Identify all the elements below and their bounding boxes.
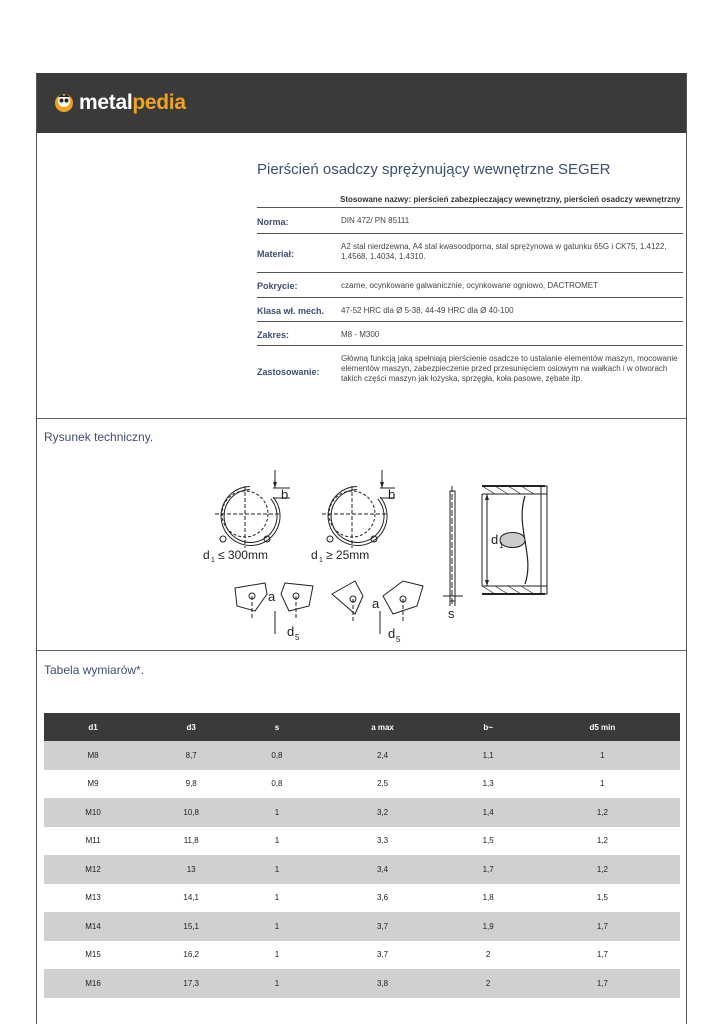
- table-cell: 3,6: [376, 893, 389, 903]
- table-cell: 1: [240, 912, 313, 941]
- table-cell: 1: [274, 836, 280, 846]
- dim-a-label: a: [268, 589, 276, 604]
- table-cell: 9,8: [185, 779, 197, 789]
- dim-d1-label-2: d: [311, 548, 318, 562]
- table-cell: 2,4: [314, 741, 452, 770]
- lug-detail-right: [332, 581, 423, 644]
- dimensions-table: [44, 713, 680, 998]
- alternative-names: Stosowane nazwy: pierścień zabezpieczający wewnętrzny, pierścień osadczy wewnętrzny: [340, 195, 681, 204]
- table-cell: 1: [240, 798, 313, 827]
- table-cell: 1,5: [482, 836, 494, 846]
- property-key: Zastosowanie:: [257, 366, 320, 377]
- table-cell: 1,1: [451, 741, 524, 770]
- mascot-icon: [53, 92, 75, 114]
- table-cell: 3,8: [314, 969, 452, 998]
- table-cell: 1,7: [451, 855, 524, 884]
- table-cell: M16: [44, 969, 142, 998]
- table-cell: 1: [240, 969, 313, 998]
- dim-d1-subscript-2: 1: [319, 557, 323, 564]
- table-row: [44, 741, 680, 770]
- table-cell: M9: [87, 779, 99, 789]
- table-cell: 15,1: [142, 912, 240, 941]
- table-cell: M13: [85, 893, 101, 903]
- dimensions-section: [37, 651, 686, 1011]
- table-row: [44, 912, 680, 941]
- table-row: [44, 827, 680, 856]
- technical-drawing: [195, 456, 595, 646]
- property-key: Klasa wł. mech.: [257, 305, 325, 316]
- ring-drawing-small: [203, 470, 290, 564]
- property-value: DIN 472/ PN 85111: [341, 216, 410, 225]
- property-row-class: [257, 297, 683, 321]
- site-header: [37, 73, 686, 133]
- table-label: Tabela wymiarów*.: [44, 663, 145, 677]
- table-cell: 1: [274, 950, 280, 960]
- technical-drawing-section: [37, 419, 686, 651]
- ring-drawing-large: [311, 470, 395, 564]
- column-header-d5-min: d5 min: [525, 713, 680, 741]
- logo-text: [79, 91, 186, 115]
- table-cell: 1,7: [596, 950, 608, 960]
- table-cell: 1: [240, 855, 313, 884]
- dim-d1-label: d: [203, 548, 210, 562]
- property-key: Norma:: [257, 216, 289, 227]
- metalpedia-logo[interactable]: [53, 91, 186, 115]
- table-header-row: [44, 713, 680, 741]
- table-row: [44, 798, 680, 827]
- property-value: A2 stal nierdzewna, A4 stal kwasoodporna, stal sprężynowa w gatunku 65G i CK75, 1.4122, 1.4568, 1.4034, 1.4310.: [341, 242, 667, 261]
- dim-d1-subscript: 1: [211, 557, 215, 564]
- table-cell: M15: [85, 950, 101, 960]
- table-cell: 1: [525, 741, 680, 770]
- table-cell: M12: [44, 855, 142, 884]
- property-row-coating: [257, 272, 683, 297]
- property-value: czarne, ocynkowane galwanicznie, ocynkowane ogniowo, DACTROMET: [341, 281, 599, 290]
- table-row: [44, 884, 680, 913]
- page: [36, 73, 687, 1024]
- table-cell: 1,2: [525, 855, 680, 884]
- property-row-material: [257, 233, 683, 272]
- section-view-drawing: [482, 486, 547, 594]
- table-cell: 1,7: [525, 969, 680, 998]
- table-cell: 0,8: [271, 779, 283, 789]
- column-header-s: s: [240, 713, 313, 741]
- property-key: Zakres:: [257, 329, 290, 340]
- column-header-d3: d3: [142, 713, 240, 741]
- table-cell: 17,3: [142, 969, 240, 998]
- logo-text-pedia: pedia: [132, 91, 186, 114]
- property-row-norma: [257, 207, 683, 233]
- column-header-b: b~: [451, 713, 524, 741]
- table-cell: 8,7: [142, 741, 240, 770]
- table-cell: 1,8: [482, 893, 494, 903]
- table-row: [44, 969, 680, 998]
- page-title: Pierścień osadczy sprężynujący wewnętrzne SEGER: [257, 161, 611, 178]
- table-cell: M11: [85, 836, 101, 846]
- dim-s-label: s: [448, 606, 455, 621]
- table-row: [44, 855, 680, 884]
- table-cell: 1: [600, 779, 605, 789]
- property-row-application: [257, 345, 683, 395]
- dim-b-label: b: [281, 487, 289, 502]
- table-cell: 11,8: [183, 836, 199, 846]
- column-header-a-max: a max: [314, 713, 452, 741]
- table-cell: 2: [485, 950, 491, 960]
- table-cell: 1,5: [596, 893, 608, 903]
- table-cell: 3,2: [314, 798, 452, 827]
- dim-a-label-2: a: [372, 596, 380, 611]
- drawing-label: Rysunek techniczny.: [44, 430, 154, 444]
- table-cell: M8: [44, 741, 142, 770]
- table-cell: M10: [44, 798, 142, 827]
- table-cell: 3,7: [314, 912, 452, 941]
- property-row-range: [257, 321, 683, 345]
- table-cell: 1,2: [525, 798, 680, 827]
- dim-d1-section-label: d: [491, 532, 499, 547]
- property-value: 47-52 HRC dla Ø 5-38, 44-49 HRC dla Ø 40-100: [341, 306, 514, 315]
- table-cell: 13: [142, 855, 240, 884]
- table-cell: 1,9: [451, 912, 524, 941]
- table-cell: 1: [274, 893, 280, 903]
- dim-d5-subscript: 5: [295, 633, 300, 642]
- table-cell: 0,8: [240, 741, 313, 770]
- property-value: Główną funkcją jaką spełniają pierścienie osadcze to ustalanie elementów maszyn, mocowanie elementów maszyn, zabezpieczenie przed przesunięciem osiowym na wałkach i w otworach takich części maszyn jak łożyska, sprzęgła, koła pasowe, zębate itp.: [341, 354, 678, 383]
- table-cell: 3,7: [376, 950, 389, 960]
- side-view-drawing: [443, 486, 463, 621]
- dim-d5-label: d: [287, 624, 295, 639]
- table-cell: 16,2: [183, 950, 199, 960]
- table-cell: 1,3: [482, 779, 494, 789]
- logo-text-metal: metal: [79, 91, 133, 114]
- properties-table: [257, 207, 683, 395]
- table-cell: 3,3: [376, 836, 389, 846]
- dim-b-label-2: b: [388, 487, 396, 502]
- property-key: Pokrycie:: [257, 281, 298, 291]
- dim-d5-subscript-2: 5: [396, 635, 401, 644]
- condition-1: ≤ 300mm: [218, 548, 268, 562]
- table-cell: 10,8: [142, 798, 240, 827]
- table-cell: 14,1: [183, 893, 199, 903]
- column-header-d1: d1: [44, 713, 142, 741]
- lug-detail-left: [235, 583, 313, 642]
- table-cell: 2: [451, 969, 524, 998]
- table-cell: 3,4: [314, 855, 452, 884]
- condition-2: ≥ 25mm: [326, 548, 370, 562]
- table-cell: 1,2: [596, 836, 608, 846]
- table-cell: M14: [44, 912, 142, 941]
- dim-d1-section-subscript: 1: [499, 541, 504, 550]
- table-row: [44, 941, 680, 970]
- table-cell: 1,7: [525, 912, 680, 941]
- property-value: M8 - M300: [341, 330, 380, 339]
- table-cell: 1,4: [451, 798, 524, 827]
- table-row: [44, 770, 680, 799]
- product-info-section: [37, 133, 686, 419]
- property-key: Materiał:: [257, 249, 295, 259]
- dim-d5-label-2: d: [388, 626, 396, 641]
- table-cell: 2,5: [376, 779, 389, 789]
